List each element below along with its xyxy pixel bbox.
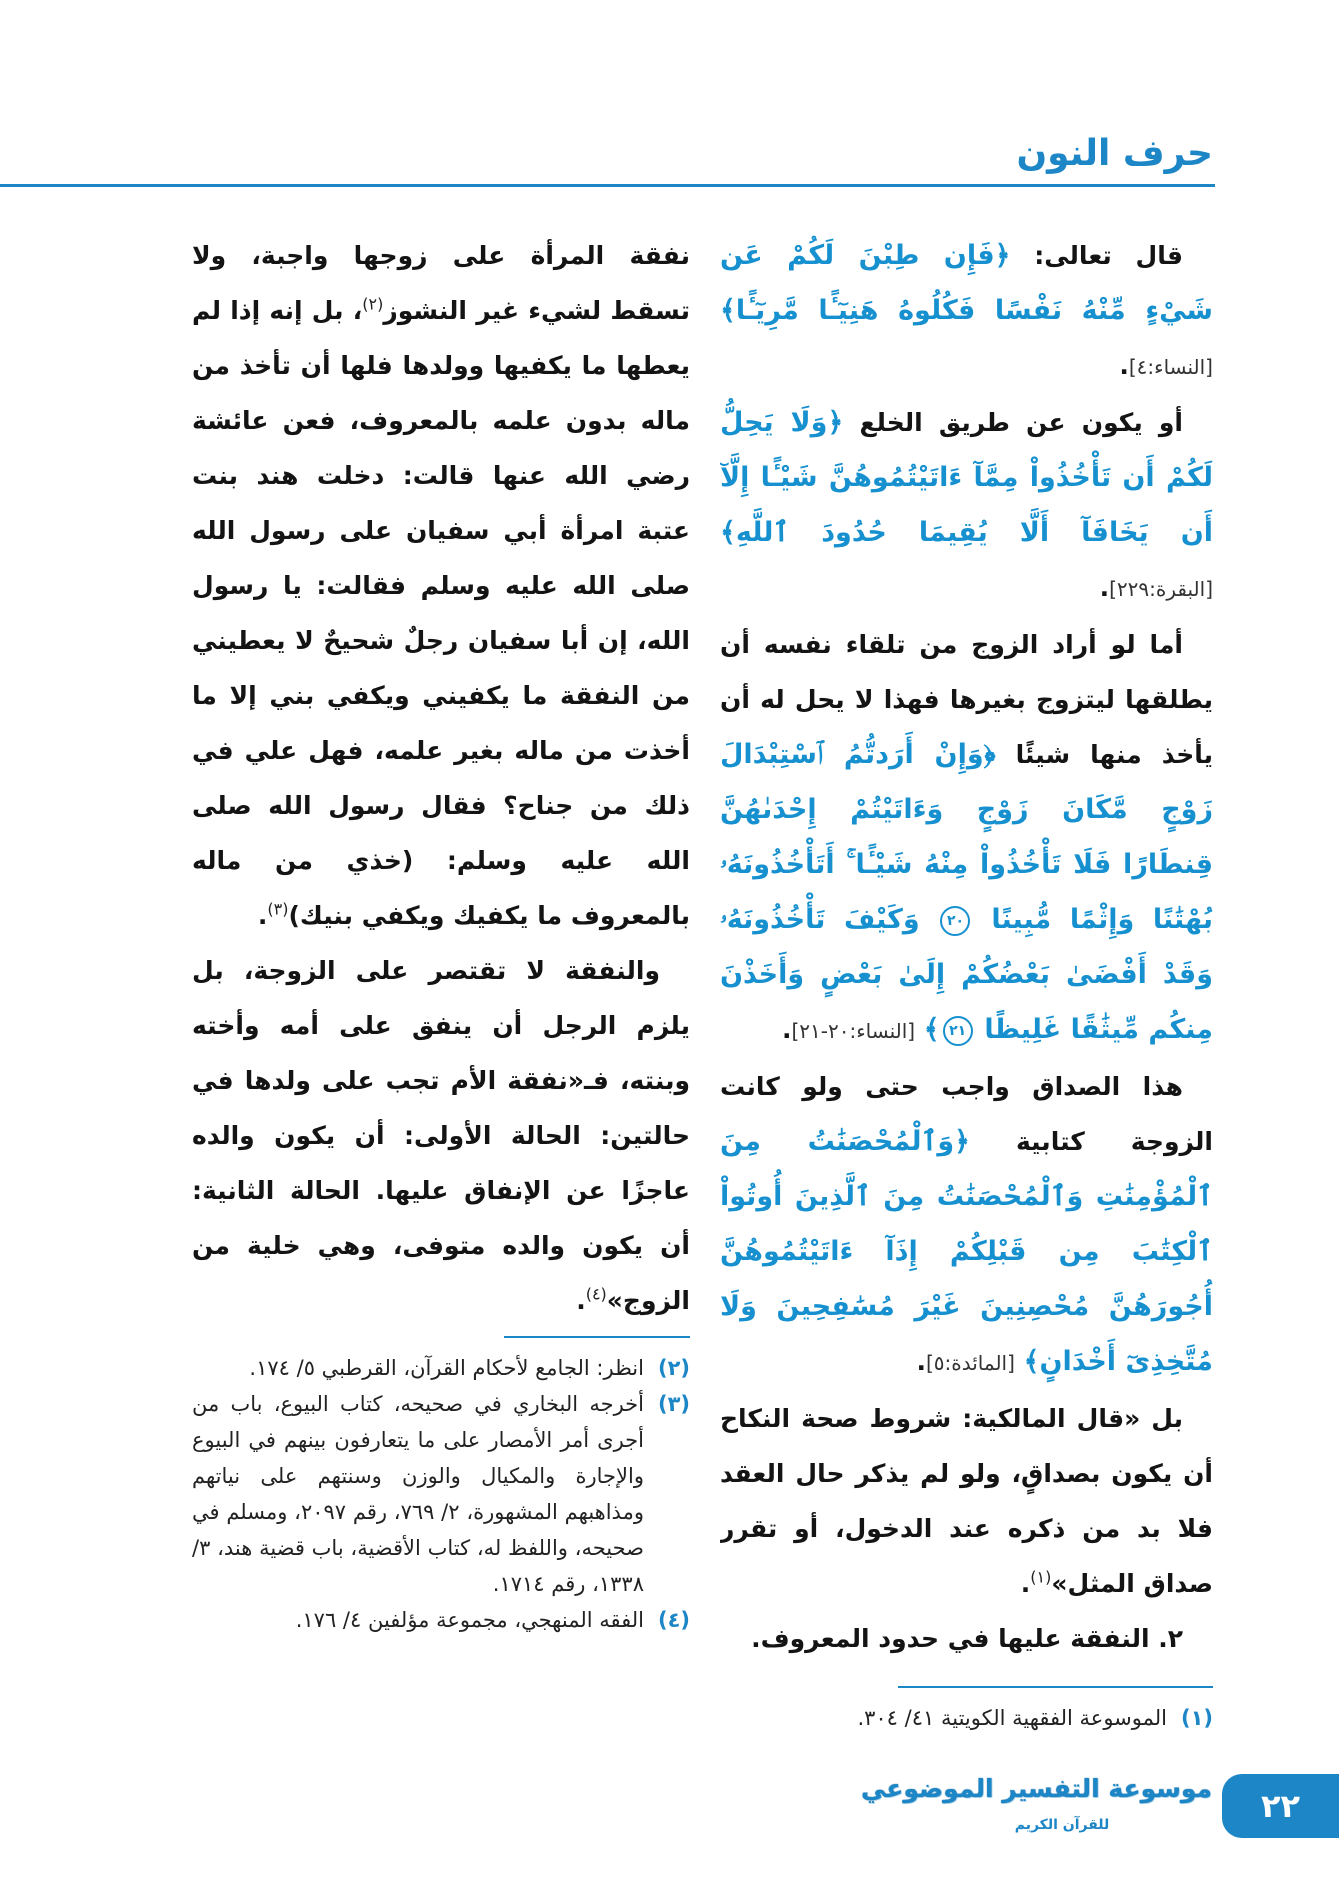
footnote-item bbox=[192, 1350, 690, 1386]
paragraph-text: قال تعالى: bbox=[1034, 241, 1184, 270]
paragraph-text: أما لو أراد الزوج من تلقاء نفسه أن يطلقها ليتزوج بغيرها فهذا لا يحل له أن يأخذ منها شيئًا bbox=[720, 630, 1213, 769]
verse-reference: [المائدة:٥] bbox=[925, 1351, 1015, 1375]
footnote-separator bbox=[898, 1686, 1213, 1688]
page-number-badge bbox=[1222, 1774, 1339, 1838]
footnote-number: (٤) bbox=[657, 1608, 690, 1632]
paragraph-text: ، بل إنه إذا لم يعطها ما يكفيها وولدها فلها أن تأخذ من ماله بدون علمه بالمعروف، فعن عائشة رضي الله عنها قالت: دخلت هند بنت عتبة امرأة أبي سفيان على رسول الله صلى الله عليه وسلم فقالت: يا رسول الله، إن أبا سفيان رجلٌ شحيحٌ لا يعطيني من النفقة ما يكفيني ويكفي بني إلا ما أخذت من ماله بغير علمه، فهل علي في ذلك من جناح؟ فقال رسول الله صلى الله عليه وسلم: (خذي من ماله بالمعروف ما يكفيك ويكفي بنيك) bbox=[192, 296, 690, 930]
punctuation: . bbox=[576, 1286, 586, 1315]
paragraph-text: والنفقة لا تقتصر على الزوجة، بل يلزم الرجل أن ينفق على أمه وأخته وبنته، فـ«نفقة الأم تجب على ولدها في حالتين: الحالة الأولى: أن يكون والده عاجزًا عن الإنفاق عليها. الحالة الثانية: أن يكون والده متوفى، وهي خلية من الزوج» bbox=[192, 956, 690, 1315]
section-heading: ٢. النفقة عليها في حدود المعروف. bbox=[751, 1624, 1183, 1653]
left-column bbox=[192, 228, 690, 1328]
running-head-title: حرف النون bbox=[1016, 133, 1213, 174]
footnote-text: الفقه المنهجي، مجموعة مؤلفين ٤/ ١٧٦. bbox=[295, 1608, 644, 1632]
verse-bracket: ﴾ bbox=[923, 1014, 940, 1045]
page-number: ٢٢ bbox=[1260, 1787, 1301, 1825]
verse-number-badge: ٢٠ bbox=[940, 906, 970, 936]
footnote-number: (٢) bbox=[657, 1356, 690, 1380]
punctuation: . bbox=[1099, 573, 1110, 602]
logo-title: موسوعة التفسير الموضوعي bbox=[860, 1774, 1212, 1803]
footnote-item bbox=[720, 1700, 1213, 1736]
punctuation: . bbox=[257, 901, 268, 930]
paragraph bbox=[720, 1059, 1213, 1391]
paragraph-text: هذا الصداق واجب حتى ولو كانت الزوجة كتابية bbox=[720, 1072, 1213, 1156]
paragraph-text: بل «قال المالكية: شروط صحة النكاح أن يكون بصداقٍ، ولو لم يذكر حال العقد فلا بد من ذكره عند الدخول، أو تقرر صداق المثل» bbox=[720, 1404, 1213, 1598]
right-column bbox=[720, 228, 1213, 1668]
logo-subtitle: للقرآن الكريم bbox=[1014, 1817, 1110, 1833]
footnote-text: الموسوعة الفقهية الكويتية ٤١/ ٣٠٤. bbox=[857, 1706, 1167, 1730]
paragraph bbox=[192, 943, 690, 1328]
footnote-number: (٣) bbox=[657, 1392, 690, 1416]
footnote-text: أخرجه البخاري في صحيحه، كتاب البيوع، باب من أجرى أمر الأمصار على ما يتعارفون بينهم في البيوع والإجارة والمكيال والوزن وسنتهم على نياتهم ومذاهبهم المشهورة، ٢/ ٧٦٩، رقم ٢٠٩٧، ومسلم في صحيحه، واللفظ له، كتاب الأقضية، باب قضية هند، ٣/ ١٣٣٨، رقم ١٧١٤. bbox=[192, 1392, 644, 1596]
footnote-item bbox=[192, 1386, 690, 1602]
paragraph-text: أو يكون عن طريق الخلع bbox=[859, 408, 1183, 437]
quran-verse: ﴿وَإِنْ أَرَدتُّمُ ٱسْتِبْدَالَ زَوْجٍ مَّكَانَ زَوْجٍ وَءَاتَيْتُمْ إِحْدَىٰهُنَّ قِنطَارًا فَلَا تَأْخُذُواْ مِنْهُ شَيْـًٔا ۚ أَتَأْخُذُونَهُۥ بُهْتَٰنًا وَإِثْمًا مُّبِينًا bbox=[720, 739, 1213, 935]
encyclopedia-logo bbox=[860, 1764, 1212, 1848]
quran-verse: ﴿وَٱلْمُحْصَنَٰتُ مِنَ ٱلْمُؤْمِنَٰتِ وَٱلْمُحْصَنَٰتُ مِنَ ٱلَّذِينَ أُوتُواْ ٱلْكِتَٰبَ مِن قَبْلِكُمْ إِذَآ ءَاتَيْتُمُوهُنَّ أُجُورَهُنَّ مُحْصِنِينَ غَيْرَ مُسَٰفِحِينَ وَلَا مُتَّخِذِىٓ أَخْدَانٍ﴾ bbox=[720, 1126, 1213, 1377]
footnote-marker: (٤) bbox=[585, 1284, 607, 1304]
quran-verse: وَكَيْفَ تَأْخُذُونَهُۥ وَقَدْ أَفْضَىٰ بَعْضُكُمْ إِلَىٰ بَعْضٍ وَأَخَذْنَ مِنكُم مِّيثَٰقًا غَلِيظًا bbox=[720, 904, 1213, 1045]
footnotes-list bbox=[720, 1700, 1213, 1740]
paragraph bbox=[192, 228, 690, 943]
footnote-marker: (٣) bbox=[267, 899, 289, 919]
paragraph bbox=[720, 1391, 1213, 1611]
punctuation: . bbox=[1119, 351, 1129, 380]
footnote-marker: (١) bbox=[1030, 1567, 1052, 1587]
verse-reference: [البقرة:٢٢٩] bbox=[1109, 577, 1213, 601]
footnote-number: (١) bbox=[1180, 1706, 1213, 1730]
header-rule bbox=[0, 184, 1215, 187]
punctuation: . bbox=[916, 1347, 926, 1376]
paragraph bbox=[720, 228, 1213, 395]
verse-reference: [النساء:٤] bbox=[1128, 355, 1213, 379]
paragraph-text: نفقة المرأة على زوجها واجبة، ولا تسقط لشيء غير النشوز bbox=[192, 241, 690, 325]
footnote-text: انظر: الجامع لأحكام القرآن، القرطبي ٥/ ١٧٤. bbox=[249, 1356, 644, 1380]
verse-reference: [النساء:٢٠-٢١] bbox=[791, 1019, 916, 1043]
footnote-marker: (٢) bbox=[362, 294, 384, 314]
punctuation: . bbox=[1020, 1569, 1031, 1598]
paragraph bbox=[720, 1666, 1213, 1668]
punctuation: . bbox=[781, 1015, 792, 1044]
paragraph bbox=[720, 617, 1213, 1059]
verse-number-badge: ٢١ bbox=[943, 1016, 973, 1046]
quran-verse: ﴿فَإِن طِبْنَ لَكُمْ عَن شَيْءٍ مِّنْهُ نَفْسًا فَكُلُوهُ هَنِيٓـًٔا مَّرِيٓـًٔا﴾ bbox=[720, 240, 1213, 326]
footnotes-list bbox=[192, 1350, 690, 1750]
paragraph bbox=[720, 395, 1213, 617]
quran-verse: ﴿وَلَا يَحِلُّ لَكُمْ أَن تَأْخُذُواْ مِمَّآ ءَاتَيْتُمُوهُنَّ شَيْـًٔا إِلَّآ أَن يَخَافَآ أَلَّا يُقِيمَا حُدُودَ ٱللَّهِ﴾ bbox=[720, 407, 1213, 548]
footnote-item bbox=[192, 1602, 690, 1638]
footnote-separator bbox=[504, 1336, 690, 1338]
